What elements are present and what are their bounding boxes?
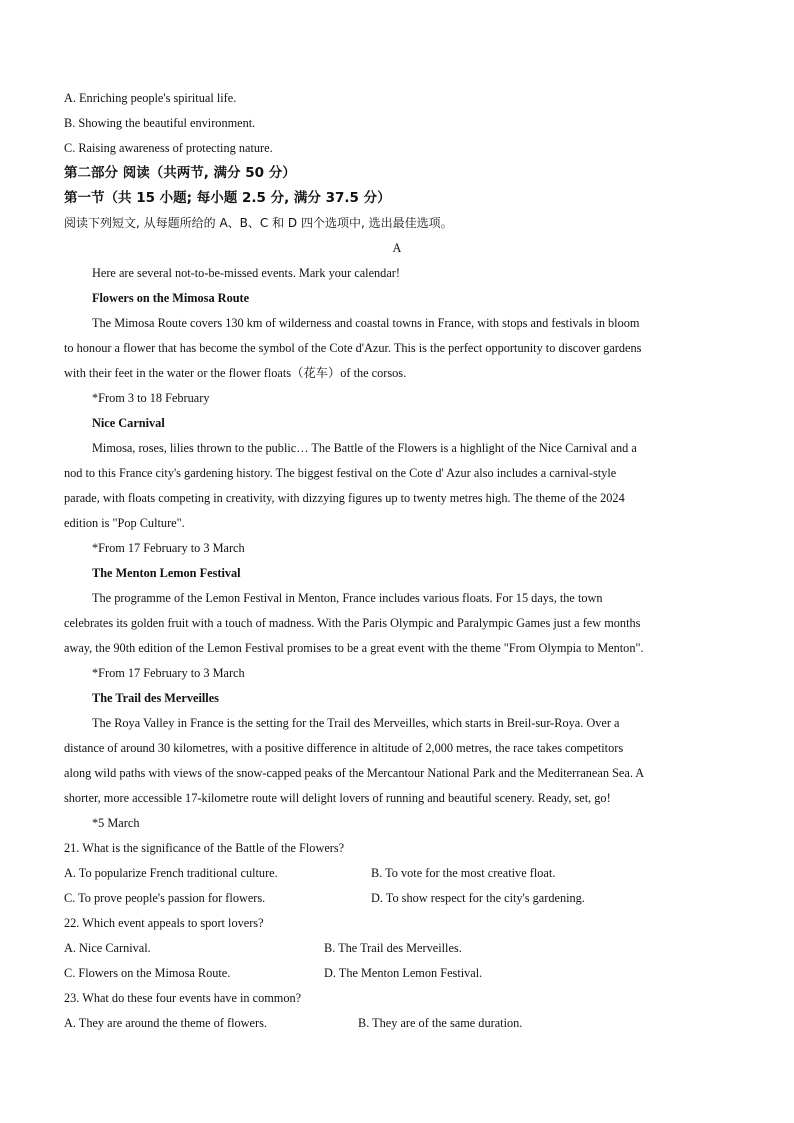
event-paragraph-line: Mimosa, roses, lilies thrown to the public… The Battle of the Flowers is a highlight of the Nice Carnival and a xyxy=(92,441,637,455)
option: A. To popularize French traditional culture. xyxy=(64,866,278,880)
event-paragraph-line: nod to this France city's gardening history. The biggest festival on the Cote d' Azur also includes a carnival-style xyxy=(64,466,617,480)
instruction: 阅读下列短文, 从每题所给的 A、B、C 和 D 四个选项中, 选出最佳选项。 xyxy=(64,216,453,230)
event-date: *From 17 February to 3 March xyxy=(92,666,245,680)
event-paragraph-line: The programme of the Lemon Festival in Menton, France includes various floats. For 15 days, the town xyxy=(92,591,603,605)
question-stem: 22. Which event appeals to sport lovers? xyxy=(64,916,264,930)
event-paragraph-line: distance of around 30 kilometres, with a positive difference in altitude of 2,000 metres, the race takes competitors xyxy=(64,741,624,755)
event-title: Nice Carnival xyxy=(92,416,165,430)
event-date: *From 3 to 18 February xyxy=(92,391,210,405)
option: B. The Trail des Merveilles. xyxy=(324,941,462,955)
option: C. Flowers on the Mimosa Route. xyxy=(64,966,231,980)
exam-page xyxy=(64,86,730,1036)
event-paragraph-line: shorter, more accessible 17-kilometre route will delight lovers of running and beautiful scenery. Ready, set, go! xyxy=(64,791,611,805)
event-paragraph-line: celebrates its golden fruit with a touch of madness. With the Paris Olympic and Paralympic Games just a few months xyxy=(64,616,641,630)
section-title: 第一节（共 15 小题; 每小题 2.5 分, 满分 37.5 分） xyxy=(64,190,391,206)
option: A. They are around the theme of flowers. xyxy=(64,1016,267,1030)
event-paragraph-line: edition is "Pop Culture". xyxy=(64,516,185,530)
event-title: The Menton Lemon Festival xyxy=(92,566,241,580)
option: D. To show respect for the city's gardening. xyxy=(371,891,585,905)
event-date: *From 17 February to 3 March xyxy=(92,541,245,555)
question-stem: 21. What is the significance of the Battle of the Flowers? xyxy=(64,841,345,855)
event-date: *5 March xyxy=(92,816,140,830)
option: B. They are of the same duration. xyxy=(358,1016,523,1030)
event-paragraph-line: The Mimosa Route covers 130 km of wilderness and coastal towns in France, with stops and festivals in bloom xyxy=(92,316,640,330)
prev-option-a: A. Enriching people's spiritual life. xyxy=(64,91,237,105)
prev-option-c: C. Raising awareness of protecting nature. xyxy=(64,141,273,155)
option: A. Nice Carnival. xyxy=(64,941,151,955)
event-paragraph-line: along wild paths with views of the snow-capped peaks of the Mercantour National Park and the Mediterranean Sea. A xyxy=(64,766,645,780)
option-row xyxy=(64,936,730,961)
option: C. To prove people's passion for flowers. xyxy=(64,891,266,905)
event-paragraph-line: with their feet in the water or the flower floats（花车）of the corsos. xyxy=(64,366,407,380)
part-title: 第二部分 阅读（共两节, 满分 50 分） xyxy=(64,165,296,181)
option: B. To vote for the most creative float. xyxy=(371,866,556,880)
event-title: The Trail des Merveilles xyxy=(92,691,219,705)
event-paragraph-line: The Roya Valley in France is the setting for the Trail des Merveilles, which starts in Breil-sur-Roya. Over a xyxy=(92,716,620,730)
event-paragraph-line: parade, with floats competing in creativity, with dizzying figures up to twenty metres high. The theme of the 2024 xyxy=(64,491,625,505)
prev-option-b: B. Showing the beautiful environment. xyxy=(64,116,256,130)
event-paragraph-line: to honour a flower that has become the symbol of the Cote d'Azur. This is the perfect opportunity to discover gardens xyxy=(64,341,642,355)
option-row xyxy=(64,1011,730,1036)
option-row xyxy=(64,961,730,986)
passage-intro: Here are several not-to-be-missed events. Mark your calendar! xyxy=(92,266,400,280)
option-row xyxy=(64,886,730,911)
question-stem: 23. What do these four events have in common? xyxy=(64,991,302,1005)
option-row xyxy=(64,861,730,886)
passage-label: A xyxy=(392,241,402,255)
event-paragraph-line: away, the 90th edition of the Lemon Festival promises to be a great event with the theme "From Olympia to Menton". xyxy=(64,641,644,655)
option: D. The Menton Lemon Festival. xyxy=(324,966,483,980)
event-title: Flowers on the Mimosa Route xyxy=(92,291,250,305)
